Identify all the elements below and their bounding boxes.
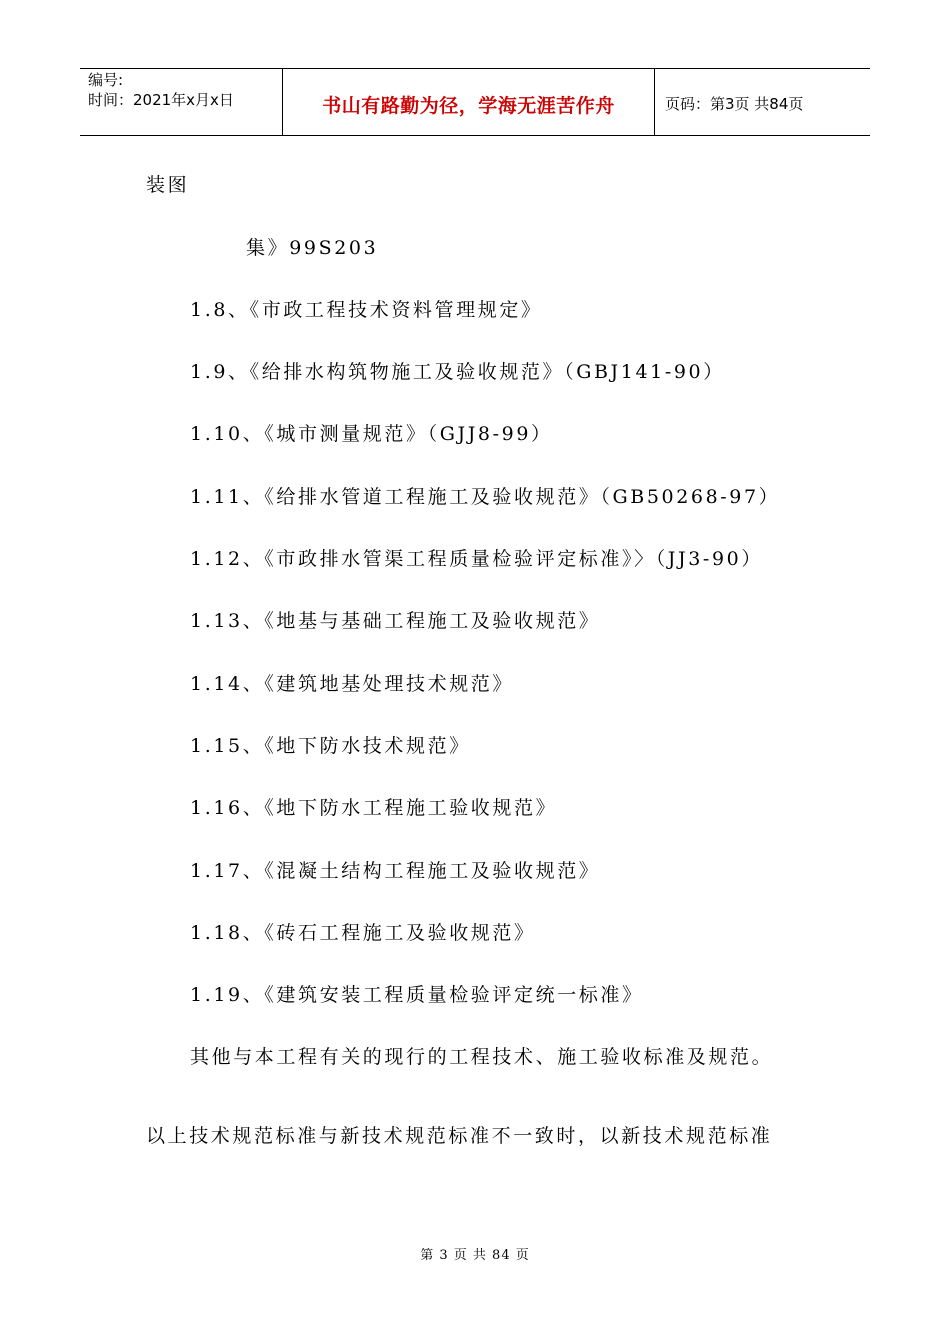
header-motto-cell xyxy=(282,69,654,135)
body-paragraph: 其他与本工程有关的现行的工程技术、施工验收标准及规范。 xyxy=(190,1046,774,1068)
document-date-label: 时间：2021年x月x日 xyxy=(88,91,234,109)
list-item: 1.19、《建筑安装工程质量检验评定统一标准》 xyxy=(190,984,644,1006)
document-number-label: 编号: xyxy=(88,71,124,89)
list-item: 1.17、《混凝土结构工程施工及验收规范》 xyxy=(190,860,601,882)
header-meta-cell xyxy=(80,69,282,135)
list-item: 1.14、《建筑地基处理技术规范》 xyxy=(190,673,515,695)
list-item: 1.11、《给排水管道工程施工及验收规范》（GB50268-97） xyxy=(190,486,781,508)
body-line: 集》99S203 xyxy=(246,237,379,259)
body-paragraph: 以上技术规范标准与新技术规范标准不一致时，以新技术规范标准 xyxy=(146,1125,773,1147)
header-page-info: 页码：第3页 共84页 xyxy=(665,95,804,113)
header-page-cell xyxy=(654,69,870,135)
list-item: 1.9、《给排水构筑物施工及验收规范》（GBJ141-90） xyxy=(190,361,725,383)
list-item: 1.8、《市政工程技术资料管理规定》 xyxy=(190,299,543,321)
page-footer: 第 3 页 共 84 页 xyxy=(420,1248,530,1263)
body-line: 装图 xyxy=(146,174,190,196)
header-motto: 书山有路勤为径，学海无涯苦作舟 xyxy=(322,95,615,117)
list-item: 1.10、《城市测量规范》（GJJ8-99） xyxy=(190,423,553,445)
list-item: 1.13、《地基与基础工程施工及验收规范》 xyxy=(190,610,601,632)
list-item: 1.16、《地下防水工程施工验收规范》 xyxy=(190,797,558,819)
list-item: 1.18、《砖石工程施工及验收规范》 xyxy=(190,922,536,944)
page-header xyxy=(80,68,870,136)
list-item: 1.12、《市政排水管渠工程质量检验评定标准》〉（JJ3-90） xyxy=(190,548,763,570)
list-item: 1.15、《地下防水技术规范》 xyxy=(190,735,471,757)
